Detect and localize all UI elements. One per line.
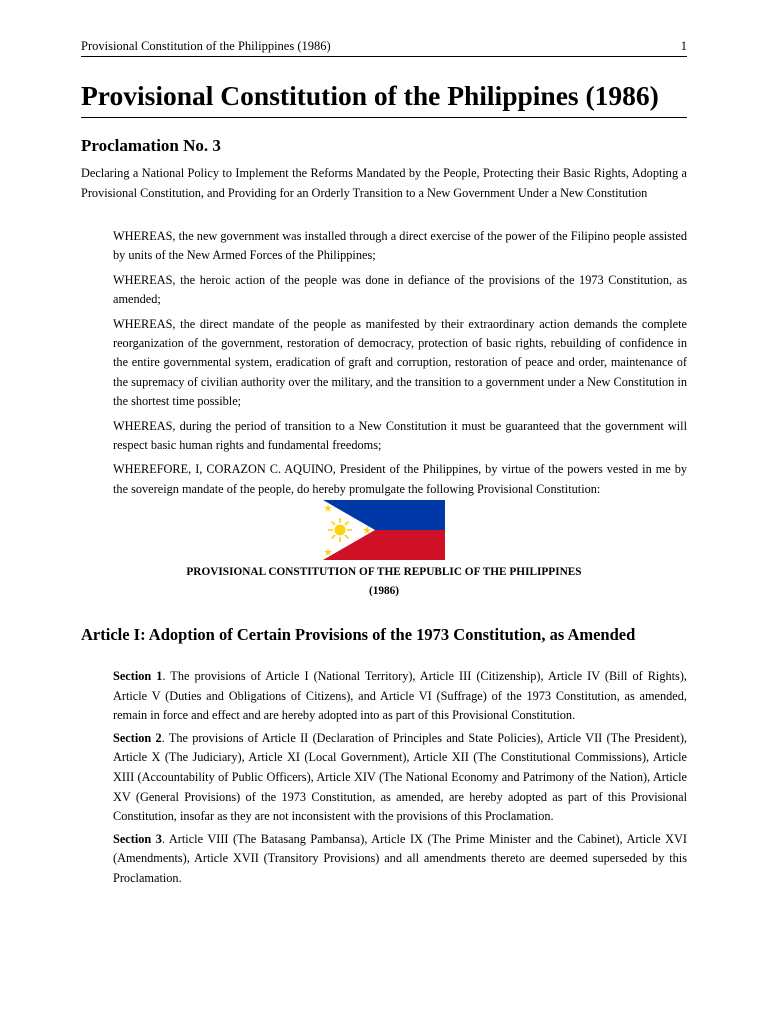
- section-text: . Article VIII (The Batasang Pambansa), Article IX (The Prime Minister and the Cabinet), Article XVI (Amendments), Article XVII (Transitory Provisions) and all amendments thereto are deemed superseded by this Proclamation.: [113, 831, 687, 885]
- document-title: Provisional Constitution of the Philippines (1986): [81, 79, 687, 118]
- section-text: . The provisions of Article I (National Territory), Article III (Citizenship), Article IV (Bill of Rights), Article V (Duties and Obligations of Citizens), and Article VI (Suffrage) of the 1973 Constitution, as amended, remain in force and effect and are hereby adopted into as part of this Provisional Constitution.: [113, 669, 687, 723]
- constitution-title-line1: PROVISIONAL CONSTITUTION OF THE REPUBLIC OF THE PHILIPPINES: [186, 566, 582, 578]
- section-label: Section 1: [113, 669, 163, 683]
- running-title: Provisional Constitution of the Philippines (1986): [81, 39, 331, 53]
- whereas-clause: WHEREAS, the new government was installed through a direct exercise of the power of the Filipino people assisted by units of the New Armed Forces of the Philippines;: [113, 229, 687, 263]
- wherefore-clause: WHEREFORE, I, CORAZON C. AQUINO, President of the Philippines, by virtue of the powers vested in me by the sovereign mandate of the people, do hereby promulgate the following Provisional Constitution:: [113, 462, 687, 496]
- section-2: [113, 729, 687, 827]
- article-1-heading: Article I: Adoption of Certain Provisions of the 1973 Constitution, as Amended: [81, 625, 636, 644]
- whereas-clause: WHEREAS, the direct mandate of the people as manifested by their extraordinary action demands the complete reorganization of the government, restoration of democracy, protection of basic rights, rebuilding of confidence in the entire governmental system, eradication of graft and corruption, restoration of peace and order, maintenance of the supremacy of civilian authority over the military, and the transition to a government under a New Constitution in the shortest time possible;: [113, 316, 687, 409]
- section-label: Section 3: [113, 831, 162, 846]
- section-1: [113, 667, 687, 726]
- whereas-clause: WHEREAS, during the period of transition to a New Constitution it must be guaranteed that the government will respect basic human rights and fundamental freedoms;: [113, 418, 687, 453]
- proclamation-heading: Proclamation No. 3: [81, 136, 221, 155]
- section-label: Section 2: [113, 730, 162, 745]
- running-header: [81, 38, 687, 57]
- whereas-clauses: [113, 227, 687, 504]
- article-1-sections: [113, 667, 687, 892]
- whereas-clause: WHEREAS, the heroic action of the people was done in defiance of the provisions of the 1973 Constitution, as amended;: [113, 272, 687, 307]
- constitution-title-line2: (1986): [368, 585, 400, 597]
- section-text: . The provisions of Article II (Declaration of Principles and State Policies), Article VII (The President), Article X (The Judiciary), Article XI (Local Government), Article XII (The Constitutional Commissions), Article XIII (Accountability of Public Officers), Article XIV (The National Economy and Patrimony of the Nation), Article XV (General Provisions) of the 1973 Constitution, as amended, are hereby adopted as part of this Provisional Constitution, insofar as they are not inconsistent with the provisions of this Proclamation.: [113, 730, 687, 824]
- section-3: [113, 830, 687, 889]
- philippine-flag-icon: [323, 500, 445, 560]
- constitution-title: [81, 563, 687, 601]
- proclamation-description: Declaring a National Policy to Implement the Reforms Mandated by the People, Protecting their Basic Rights, Adopting a Provisional Constitution, and Providing for an Orderly Transition to a New Government Under a New Constitution: [81, 166, 687, 200]
- page-number: 1: [680, 39, 687, 53]
